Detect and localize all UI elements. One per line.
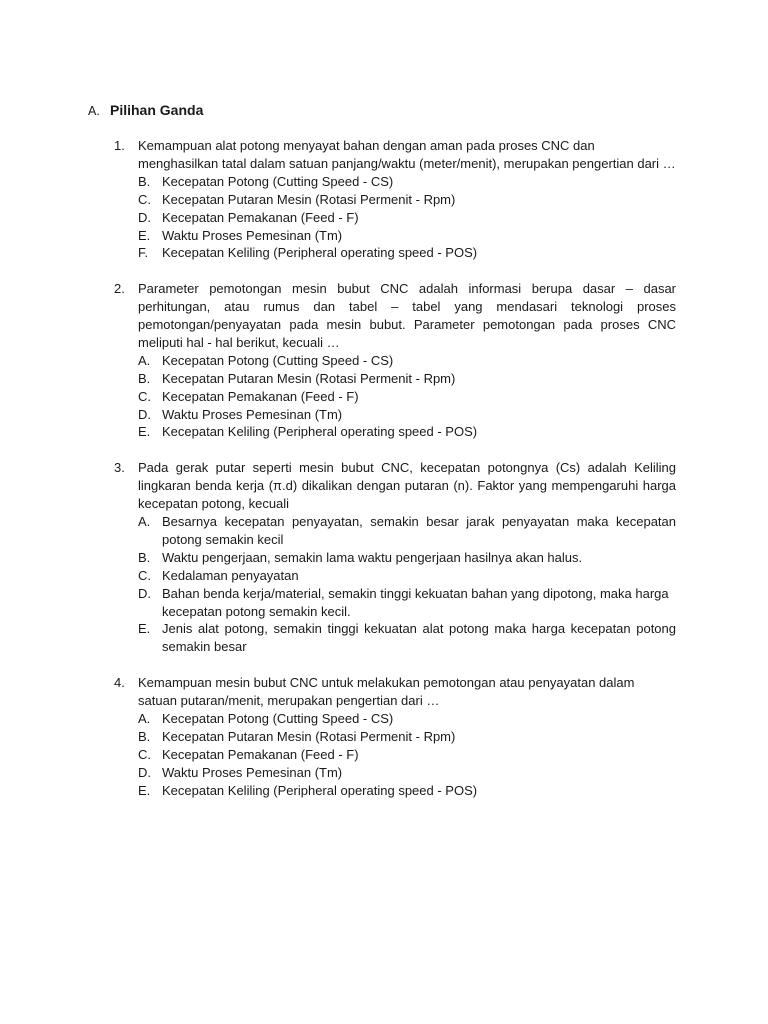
option-letter: A. bbox=[138, 352, 151, 368]
option-item bbox=[138, 388, 676, 406]
option-text: Kecepatan Pemakanan (Feed - F) bbox=[162, 388, 359, 404]
option-text: Kecepatan Putaran Mesin (Rotasi Permenit - Rpm) bbox=[162, 370, 456, 386]
option-letter: C. bbox=[138, 388, 151, 404]
option-list bbox=[138, 352, 676, 442]
option-letter: A. bbox=[138, 710, 151, 726]
option-text: Kecepatan Potong (Cutting Speed - CS) bbox=[162, 710, 394, 726]
option-text: Kecepatan Putaran Mesin (Rotasi Permenit - Rpm) bbox=[162, 728, 456, 744]
option-item bbox=[138, 352, 676, 370]
option-text: Jenis alat potong, semakin tinggi kekuatan alat potong maka harga kecepatan potong semakin besar bbox=[162, 621, 676, 655]
option-letter: E. bbox=[138, 782, 151, 798]
option-item bbox=[138, 227, 676, 245]
option-letter: D. bbox=[138, 406, 151, 422]
section-marker: A. bbox=[88, 104, 100, 118]
option-list bbox=[138, 710, 676, 800]
option-text: Kecepatan Putaran Mesin (Rotasi Permenit - Rpm) bbox=[162, 191, 456, 207]
option-item bbox=[138, 782, 676, 800]
option-text: Kecepatan Keliling (Peripheral operating speed - POS) bbox=[162, 245, 478, 261]
option-text: Bahan benda kerja/material, semakin tinggi kekuatan bahan yang dipotong, maka harga kecepatan potong semakin kecil. bbox=[162, 585, 669, 619]
question-2 bbox=[114, 280, 676, 441]
option-letter: E. bbox=[138, 227, 151, 243]
option-item bbox=[138, 567, 676, 585]
option-item bbox=[138, 406, 676, 424]
question-list bbox=[114, 137, 676, 817]
option-text: Kedalaman penyayatan bbox=[162, 567, 299, 583]
option-letter: E. bbox=[138, 621, 151, 637]
option-letter: F. bbox=[138, 245, 149, 261]
option-item bbox=[138, 728, 676, 746]
option-letter: B. bbox=[138, 173, 151, 189]
option-text: Waktu Proses Pemesinan (Tm) bbox=[162, 406, 343, 422]
option-text: Kecepatan Pemakanan (Feed - F) bbox=[162, 746, 359, 762]
option-text: Kecepatan Pemakanan (Feed - F) bbox=[162, 209, 359, 225]
section-title: Pilihan Ganda bbox=[110, 102, 204, 118]
option-letter: C. bbox=[138, 746, 151, 762]
option-letter: D. bbox=[138, 209, 151, 225]
option-letter: C. bbox=[138, 567, 151, 583]
option-letter: C. bbox=[138, 191, 151, 207]
option-item bbox=[138, 173, 676, 191]
option-letter: D. bbox=[138, 764, 151, 780]
option-text: Kecepatan Potong (Cutting Speed - CS) bbox=[162, 352, 394, 368]
question-number: 2. bbox=[114, 281, 125, 297]
question-number: 4. bbox=[114, 675, 125, 691]
option-item bbox=[138, 370, 676, 388]
section-heading bbox=[88, 100, 203, 121]
option-item bbox=[138, 620, 676, 656]
option-text: Waktu Proses Pemesinan (Tm) bbox=[162, 227, 343, 243]
option-text: Kecepatan Keliling (Peripheral operating speed - POS) bbox=[162, 782, 478, 798]
option-letter: B. bbox=[138, 728, 151, 744]
option-text: Waktu Proses Pemesinan (Tm) bbox=[162, 764, 343, 780]
option-letter: D. bbox=[138, 585, 151, 601]
option-list bbox=[138, 173, 676, 263]
option-item bbox=[138, 746, 676, 764]
question-1 bbox=[114, 137, 676, 262]
question-number: 1. bbox=[114, 138, 125, 153]
option-text: Besarnya kecepatan penyayatan, semakin besar jarak penyayatan maka kecepatan potong semakin kecil bbox=[162, 514, 676, 547]
option-item bbox=[138, 513, 676, 549]
option-letter: B. bbox=[138, 370, 151, 386]
question-text: Kemampuan alat potong menyayat bahan dengan aman pada proses CNC dan menghasilkan tatal dalam satuan panjang/waktu (meter/menit), merupakan pengertian dari … bbox=[138, 138, 676, 171]
option-letter: E. bbox=[138, 424, 151, 440]
option-text: Kecepatan Keliling (Peripheral operating speed - POS) bbox=[162, 424, 478, 440]
question-text: Kemampuan mesin bubut CNC untuk melakukan pemotongan atau penyayatan dalam satuan putaran/menit, merupakan pengertian dari … bbox=[138, 675, 635, 709]
option-item bbox=[138, 244, 676, 262]
option-item bbox=[138, 191, 676, 209]
question-text: Pada gerak putar seperti mesin bubut CNC, kecepatan potongnya (Cs) adalah Keliling lingkaran benda kerja (π.d) dikalikan dengan putaran (n). Faktor yang mempengaruhi harga kecepatan potong, kecuali bbox=[138, 460, 676, 512]
question-number: 3. bbox=[114, 460, 125, 476]
question-4 bbox=[114, 674, 676, 799]
option-item bbox=[138, 549, 676, 567]
option-text: Waktu pengerjaan, semakin lama waktu pengerjaan hasilnya akan halus. bbox=[162, 549, 583, 565]
option-text: Kecepatan Potong (Cutting Speed - CS) bbox=[162, 173, 394, 189]
option-item bbox=[138, 710, 676, 728]
option-item bbox=[138, 423, 676, 441]
question-text: Parameter pemotongan mesin bubut CNC adalah informasi berupa dasar – dasar perhitungan, atau rumus dan tabel – tabel yang mendasari teknologi proses pemotongan/penyayatan pada mesin bubut. Parameter pemotongan pada proses CNC meliputi hal - hal berikut, kecuali … bbox=[138, 281, 676, 350]
option-letter: A. bbox=[138, 514, 151, 529]
option-letter: B. bbox=[138, 549, 151, 565]
question-3 bbox=[114, 459, 676, 656]
option-item bbox=[138, 585, 676, 621]
option-item bbox=[138, 209, 676, 227]
option-item bbox=[138, 764, 676, 782]
option-list bbox=[138, 513, 676, 656]
